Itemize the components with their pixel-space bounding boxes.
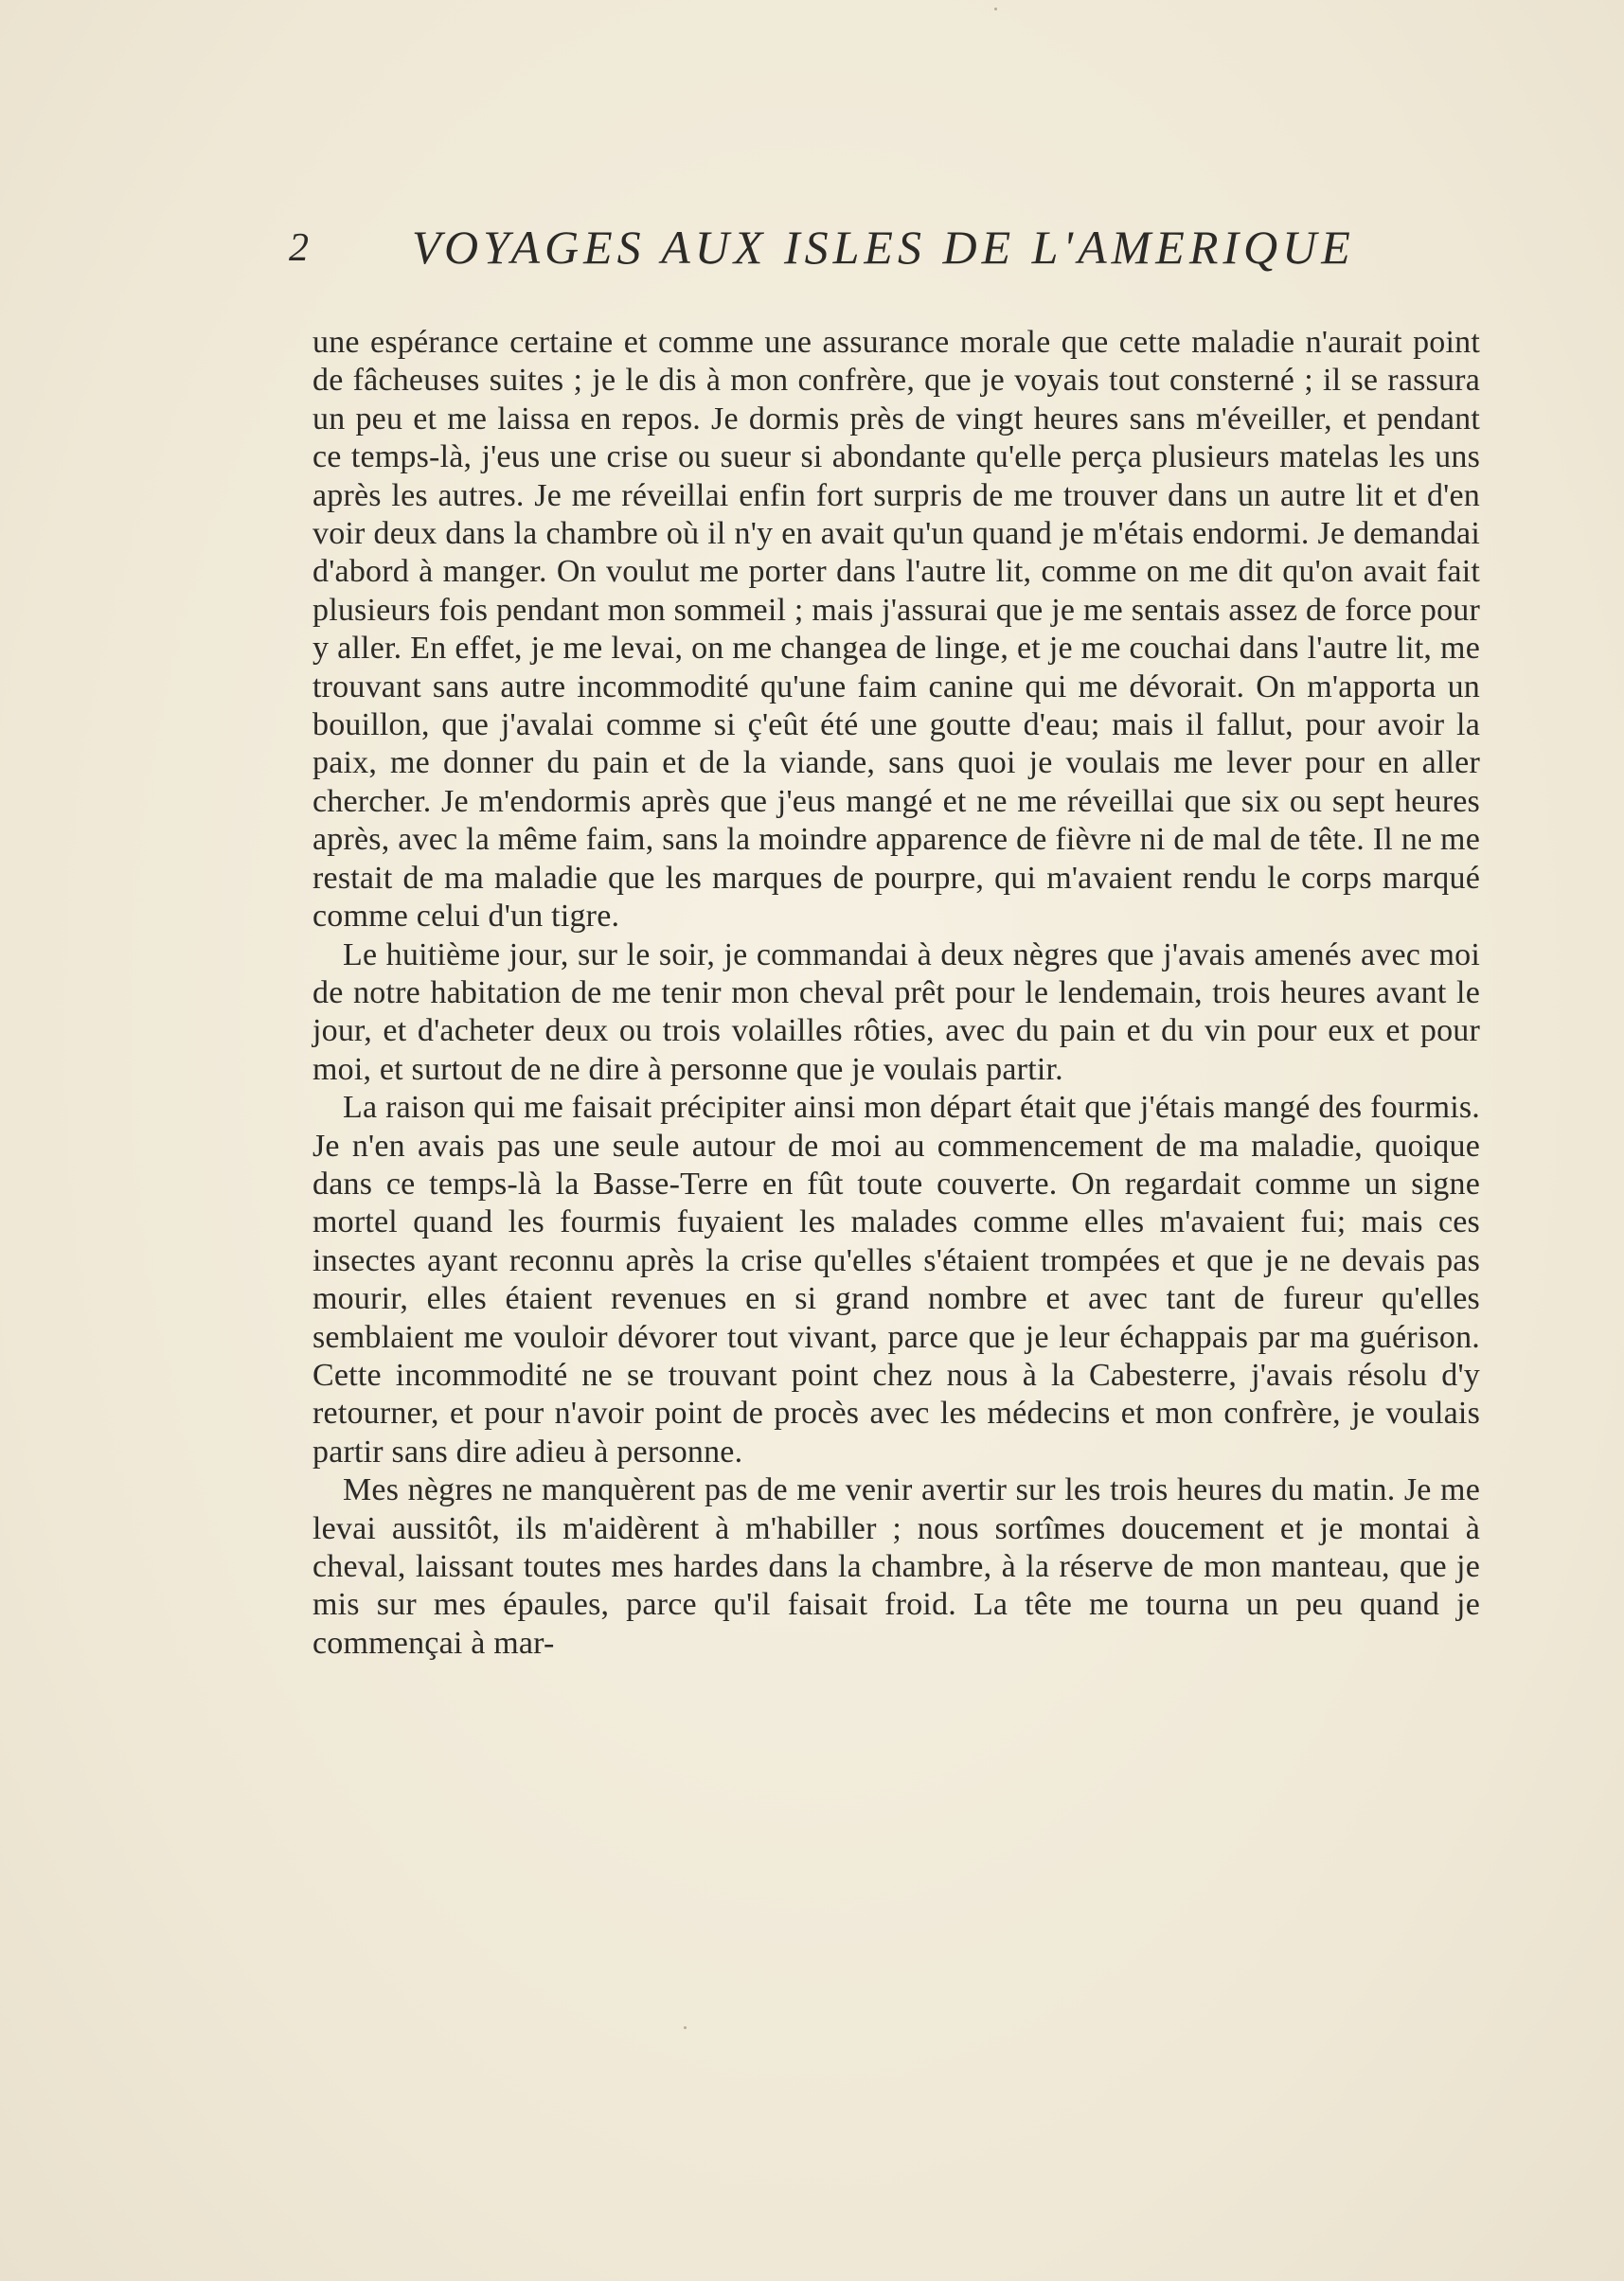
paper-speck <box>684 2026 687 2029</box>
page-number: 2 <box>289 226 310 270</box>
paragraph: une espérance certaine et comme une assurance morale que cette maladie n'aurait point de fâcheuses suites ; je le dis à mon confrère, que je voyais tout consterné ; il se rassura un peu et me laissa en repos. Je dormis près de vingt heures sans m'éveiller, et pendant ce temps-là, j'eus une crise ou sueur si abondante qu'elle perça plusieurs matelas les uns après les autres. Je me réveillai enfin fort surpris de me trouver dans un autre lit et d'en voir deux dans la chambre où il n'y en avait qu'un quand je m'étais endormi. Je demandai d'abord à manger. On voulut me porter dans l'autre lit, comme on me dit qu'on avait fait plusieurs fois pendant mon sommeil ; mais j'assurai que je me sentais assez de force pour y aller. En effet, je me levai, on me changea de linge, et je me couchai dans l'autre lit, me trouvant sans autre incommodité qu'une faim canine qui me dévorait. On m'apporta un bouillon, que j'avalai comme si ç'eût été une goutte d'eau; mais il fallut, pour avoir la paix, me donner du pain et de la viande, sans quoi je voulais me lever pour en aller chercher. Je m'endormis après que j'eus mangé et ne me réveillai que six ou sept heures après, avec la même faim, sans la moindre apparence de fièvre ni de mal de tête. Il ne me restait de ma maladie que les marques de pourpre, qui m'avaient rendu le corps marqué comme celui d'un tigre. <box>312 325 1480 935</box>
paragraph: Le huitième jour, sur le soir, je commandai à deux nègres que j'avais amenés avec moi de notre habitation de me tenir mon cheval prêt pour le lendemain, trois heures avant le jour, et d'acheter deux ou trois volailles rôties, avec du pain et du vin pour eux et pour moi, et surtout de ne dire à personne que je voulais partir. <box>312 936 1480 1087</box>
running-title: VOYAGES AUX ISLES DE L'AMERIQUE <box>412 221 1355 274</box>
paper-speck <box>994 8 997 10</box>
paragraph: La raison qui me faisait précipiter ainsi mon départ était que j'étais mangé des fourmis. Je n'en avais pas une seule autour de moi au commencement de ma maladie, quoique dans ce temps-là la Basse-Terre en fût toute couverte. On regardait comme un signe mortel quand les fourmis fuyaient les malades comme elles m'avaient fui; mais ces insectes ayant reconnu après la crise qu'elles s'étaient trompées et que je ne devais pas mourir, elles étaient revenues en si grand nombre et avec tant de fureur qu'elles semblaient me vouloir dévorer tout vivant, parce que je leur échappais par ma guérison. Cette incommodité ne se trouvant point chez nous à la Cabesterre, j'avais résolu d'y retourner, et pour n'avoir point de procès avec les médecins et mon confrère, je voulais partir sans dire adieu à personne. <box>312 1090 1480 1470</box>
body-text <box>312 324 1480 1663</box>
page-header <box>289 220 1387 286</box>
paragraph: Mes nègres ne manquèrent pas de me venir avertir sur les trois heures du matin. Je me levai aussitôt, ils m'aidèrent à m'habiller ; nous sortîmes doucement et je montai à cheval, laissant toutes mes hardes dans la chambre, à la réserve de mon manteau, que je mis sur mes épaules, parce qu'il faisait froid. La tête me tourna un peu quand je commençai à mar- <box>312 1472 1480 1661</box>
